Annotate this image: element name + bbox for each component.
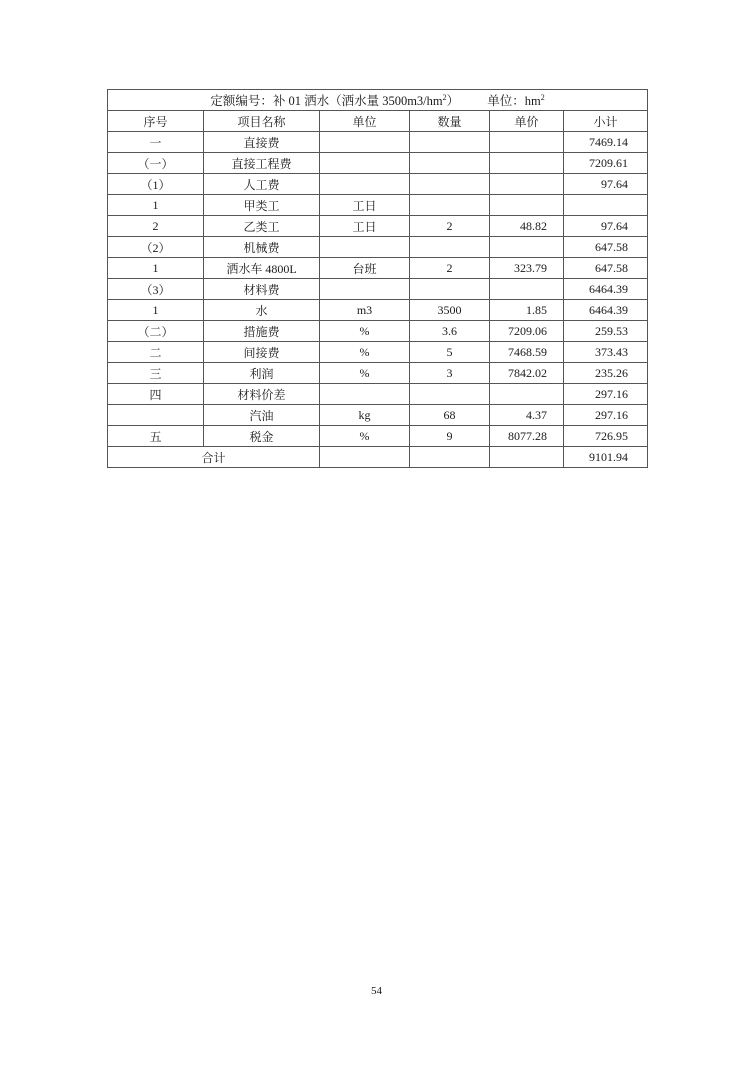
table-cell: m3 (320, 300, 410, 321)
table-cell (490, 279, 564, 300)
table-cell: 台班 (320, 258, 410, 279)
table-row (108, 300, 648, 321)
table-cell: 48.82 (490, 216, 564, 237)
table-row (108, 321, 648, 342)
table-cell: 人工费 (204, 174, 320, 195)
header-cell: 小计 (564, 111, 648, 132)
table-cell: 7469.14 (564, 132, 648, 153)
table-cell (490, 174, 564, 195)
table-title-row (108, 90, 648, 111)
quota-table (107, 89, 648, 468)
table-cell: 297.16 (564, 405, 648, 426)
table-cell: 水 (204, 300, 320, 321)
table-cell: 利润 (204, 363, 320, 384)
header-row (108, 111, 648, 132)
table-row (108, 363, 648, 384)
table-row (108, 216, 648, 237)
header-cell: 项目名称 (204, 111, 320, 132)
table-cell: 甲类工 (204, 195, 320, 216)
table-cell: （一） (108, 153, 204, 174)
table-cell: 323.79 (490, 258, 564, 279)
table-cell (320, 174, 410, 195)
table-cell (410, 195, 490, 216)
table-cell: 间接费 (204, 342, 320, 363)
table-cell: 297.16 (564, 384, 648, 405)
table-cell: 726.95 (564, 426, 648, 447)
table-row (108, 405, 648, 426)
table-cell: （3） (108, 279, 204, 300)
table-cell (490, 384, 564, 405)
table-cell: 1 (108, 300, 204, 321)
table-cell (410, 153, 490, 174)
table-cell: 1 (108, 195, 204, 216)
table-cell: 三 (108, 363, 204, 384)
page-number: 54 (371, 985, 382, 997)
table-cell: （二） (108, 321, 204, 342)
header-cell: 数量 (410, 111, 490, 132)
table-cell: 一 (108, 132, 204, 153)
table-cell: 乙类工 (204, 216, 320, 237)
table-cell: % (320, 321, 410, 342)
table-cell: % (320, 426, 410, 447)
table-cell: 洒水车 4800L (204, 258, 320, 279)
table-cell (410, 279, 490, 300)
table-cell: 5 (410, 342, 490, 363)
table-row (108, 279, 648, 300)
table-cell: 税金 (204, 426, 320, 447)
header-cell: 单价 (490, 111, 564, 132)
table-cell: 工日 (320, 216, 410, 237)
table-cell: 2 (108, 216, 204, 237)
table-cell (490, 153, 564, 174)
table-row (108, 342, 648, 363)
table-cell: 4.37 (490, 405, 564, 426)
table-row (108, 237, 648, 258)
table-cell: 647.58 (564, 237, 648, 258)
table-row (108, 195, 648, 216)
table-cell: 2 (410, 258, 490, 279)
table-cell: 6464.39 (564, 300, 648, 321)
table-cell: kg (320, 405, 410, 426)
total-label: 合计 (108, 447, 320, 468)
table-cell: 6464.39 (564, 279, 648, 300)
table-cell: 97.64 (564, 174, 648, 195)
table-cell (410, 384, 490, 405)
table-cell (320, 132, 410, 153)
table-cell: 3.6 (410, 321, 490, 342)
header-cell: 单位 (320, 111, 410, 132)
table-cell: 3500 (410, 300, 490, 321)
table-cell (410, 174, 490, 195)
table-row (108, 153, 648, 174)
table-cell: 措施费 (204, 321, 320, 342)
table-cell (320, 153, 410, 174)
table-cell: 四 (108, 384, 204, 405)
table-cell: 1 (108, 258, 204, 279)
table-cell (490, 237, 564, 258)
table-row (108, 384, 648, 405)
table-cell: 259.53 (564, 321, 648, 342)
table-cell: 7209.06 (490, 321, 564, 342)
table-row (108, 258, 648, 279)
table-cell: 五 (108, 426, 204, 447)
table-cell (320, 279, 410, 300)
table-title: 定额编号：补 01 洒水（洒水量 $3500m3/hm^2$） 单位：$hm^2$ (108, 90, 648, 111)
table-cell: 直接费 (204, 132, 320, 153)
table-cell (410, 447, 490, 468)
table-cell: 汽油 (204, 405, 320, 426)
table-cell: 97.64 (564, 216, 648, 237)
table-cell: 7468.59 (490, 342, 564, 363)
table-cell (320, 237, 410, 258)
table-row (108, 132, 648, 153)
table-cell: % (320, 342, 410, 363)
total-value: 9101.94 (564, 447, 648, 468)
header-cell: 序号 (108, 111, 204, 132)
table-cell: 8077.28 (490, 426, 564, 447)
table-cell: （2） (108, 237, 204, 258)
table-cell: 235.26 (564, 363, 648, 384)
table-cell: % (320, 363, 410, 384)
table-cell (564, 195, 648, 216)
table-cell: 373.43 (564, 342, 648, 363)
total-row (108, 447, 648, 468)
table-cell: 7842.02 (490, 363, 564, 384)
table-cell (320, 384, 410, 405)
table-cell (410, 237, 490, 258)
table-cell: 2 (410, 216, 490, 237)
table-cell: 直接工程费 (204, 153, 320, 174)
table-cell: （1） (108, 174, 204, 195)
table-cell: 7209.61 (564, 153, 648, 174)
table-row (108, 426, 648, 447)
table-cell: 工日 (320, 195, 410, 216)
table-cell (490, 195, 564, 216)
table-cell: 二 (108, 342, 204, 363)
table-cell: 647.58 (564, 258, 648, 279)
table-cell (410, 132, 490, 153)
table-cell (108, 405, 204, 426)
table-cell: 3 (410, 363, 490, 384)
table-cell: 9 (410, 426, 490, 447)
table-cell (320, 447, 410, 468)
table-cell: 材料费 (204, 279, 320, 300)
table-cell (490, 447, 564, 468)
table-cell: 材料价差 (204, 384, 320, 405)
table-cell: 68 (410, 405, 490, 426)
table-cell: 1.85 (490, 300, 564, 321)
table-row (108, 174, 648, 195)
table-cell (490, 132, 564, 153)
table-cell: 机械费 (204, 237, 320, 258)
